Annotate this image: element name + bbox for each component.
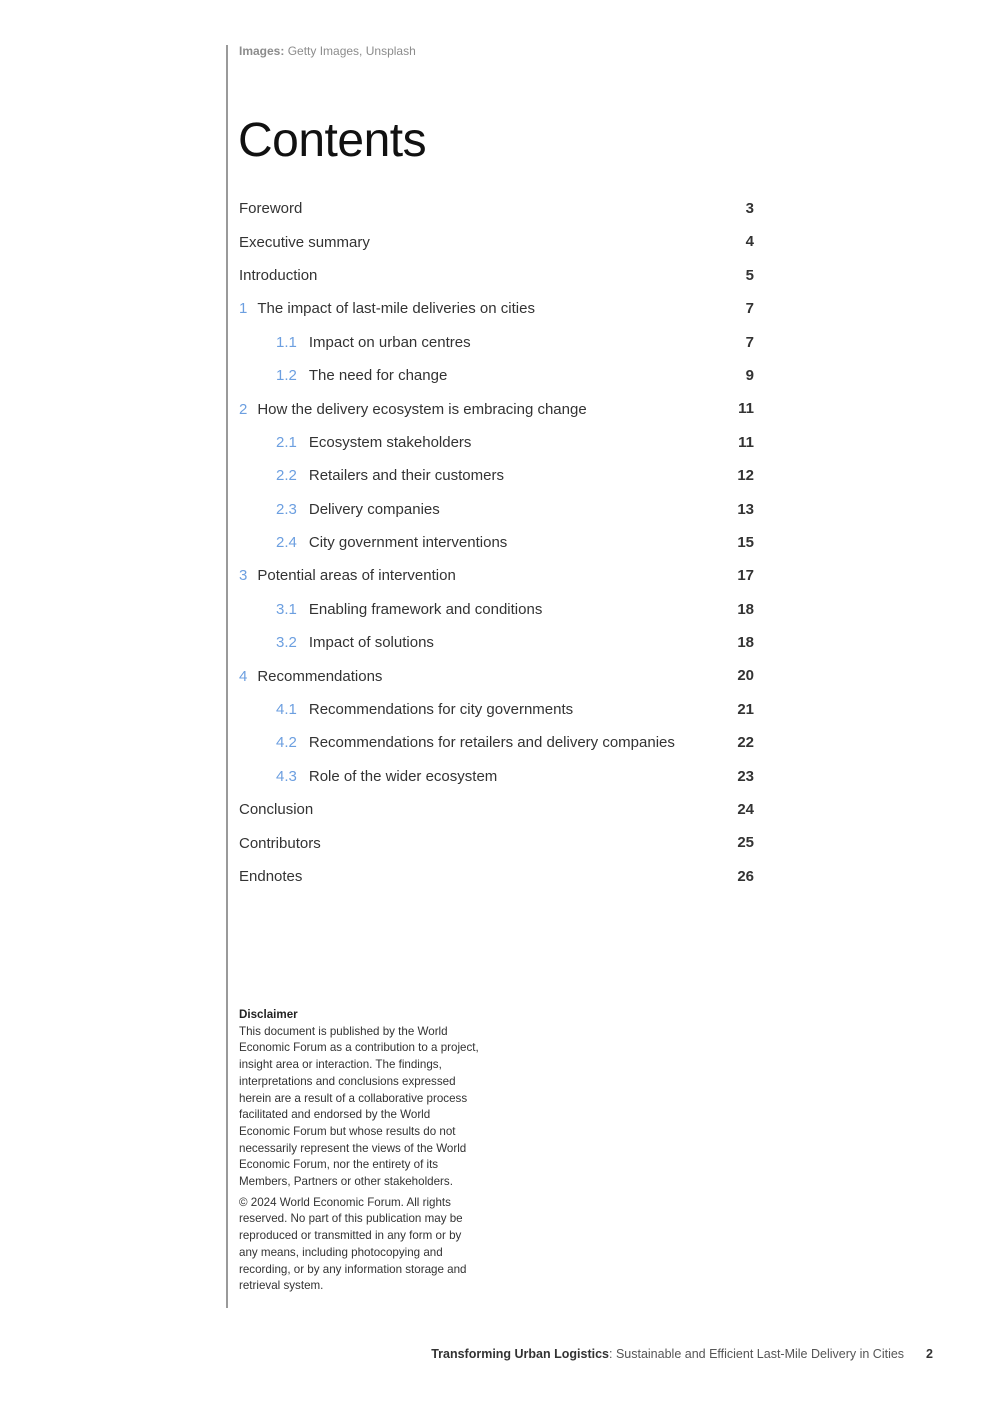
toc-entry-number: 4.2 — [276, 734, 297, 752]
toc-entry-label[interactable]: How the delivery ecosystem is embracing change — [257, 400, 587, 418]
toc-entry[interactable] — [239, 459, 754, 492]
toc-entry-label[interactable]: Impact on urban centres — [308, 333, 471, 351]
toc-entry[interactable] — [239, 760, 754, 793]
toc-entry-label[interactable]: Recommendations for retailers and delivery companies — [308, 734, 675, 752]
toc-entry-label[interactable]: Potential areas of intervention — [257, 567, 456, 585]
toc-entry-label[interactable]: Role of the wider ecosystem — [308, 767, 498, 785]
toc-entry[interactable] — [239, 192, 754, 225]
toc-entry-number: 4 — [239, 667, 248, 685]
toc-entry[interactable] — [239, 793, 754, 826]
toc-entry[interactable] — [239, 860, 754, 893]
toc-entry-label[interactable]: Ecosystem stakeholders — [308, 433, 472, 451]
toc-entry[interactable] — [239, 493, 754, 526]
toc-entry-number: 2.4 — [276, 534, 297, 552]
toc-entry-page-number[interactable]: 24 — [737, 801, 754, 819]
footer-document-title: Transforming Urban Logistics — [431, 1347, 609, 1361]
toc-entry-page-number[interactable]: 3 — [745, 200, 754, 217]
toc-entry-page-number[interactable]: 5 — [745, 266, 754, 284]
toc-entry-label[interactable]: Executive summary — [239, 233, 370, 251]
toc-entry-page-number[interactable]: 25 — [737, 834, 754, 852]
toc-entry[interactable] — [239, 392, 754, 425]
table-of-contents — [239, 192, 754, 893]
toc-entry-label[interactable]: Introduction — [239, 266, 318, 284]
toc-entry-number: 2.1 — [276, 433, 297, 451]
toc-entry-page-number[interactable]: 26 — [737, 867, 754, 885]
toc-entry-page-number[interactable]: 18 — [737, 600, 754, 618]
toc-entry-page-number[interactable]: 22 — [737, 734, 754, 752]
toc-entry-label[interactable]: Contributors — [239, 834, 321, 852]
toc-entry-number: 3 — [239, 567, 248, 585]
toc-entry-label[interactable]: The impact of last-mile deliveries on cities — [257, 300, 535, 318]
toc-entry-label[interactable]: Foreword — [239, 200, 303, 218]
toc-entry[interactable] — [239, 326, 754, 359]
toc-entry-label[interactable]: Endnotes — [239, 868, 303, 885]
toc-entry-label[interactable]: Recommendations for city governments — [308, 701, 574, 719]
toc-entry-label[interactable]: Impact of solutions — [308, 634, 434, 652]
toc-entry-page-number[interactable]: 13 — [737, 500, 754, 518]
footer-subtitle: : Sustainable and Efficient Last-Mile Delivery in Cities — [609, 1347, 905, 1361]
page-title: Contents — [238, 114, 427, 167]
page-footer — [431, 1347, 933, 1361]
toc-entry[interactable] — [239, 626, 754, 659]
toc-entry-page-number[interactable]: 20 — [737, 667, 754, 685]
image-credits-label: Images: — [239, 44, 285, 58]
toc-entry[interactable] — [239, 593, 754, 626]
margin-rule — [226, 45, 228, 1308]
toc-entry-page-number[interactable]: 15 — [737, 533, 754, 551]
disclaimer — [239, 1007, 479, 1295]
toc-entry-page-number[interactable]: 18 — [737, 634, 754, 652]
toc-entry-label[interactable]: The need for change — [308, 367, 448, 385]
image-credits-text: Getty Images, Unsplash — [284, 44, 416, 58]
toc-entry-page-number[interactable]: 7 — [745, 333, 754, 351]
toc-entry-page-number[interactable]: 7 — [745, 300, 754, 318]
toc-entry-page-number[interactable]: 9 — [745, 366, 754, 384]
toc-entry-page-number[interactable]: 11 — [738, 433, 754, 451]
toc-entry-page-number[interactable]: 17 — [737, 567, 754, 585]
toc-entry[interactable] — [239, 225, 754, 258]
toc-entry[interactable] — [239, 559, 754, 592]
toc-entry-label[interactable]: Delivery companies — [308, 500, 440, 518]
disclaimer-body: This document is published by the World Economic Forum as a contribution to a project, insight area or interaction. The findings, interpretations and conclusions expressed herein are a result of a collaborative process facilitated and endorsed by the World Economic Forum but whose results do not necessarily represent the views of the World Economic Forum, nor the entirety of its Members, Partners or other stakeholders. — [239, 1024, 479, 1189]
toc-entry[interactable] — [239, 693, 754, 726]
toc-entry-number: 4.1 — [276, 701, 297, 719]
toc-entry[interactable] — [239, 359, 754, 392]
toc-entry-number: 2.2 — [276, 467, 297, 485]
image-credits — [239, 44, 416, 58]
toc-entry-label[interactable]: City government interventions — [308, 534, 508, 552]
toc-entry-page-number[interactable]: 11 — [738, 400, 754, 418]
toc-entry[interactable] — [239, 292, 754, 325]
toc-entry-label[interactable]: Retailers and their customers — [308, 467, 504, 485]
toc-entry-label[interactable]: Recommendations — [257, 667, 383, 685]
toc-entry-page-number[interactable]: 21 — [737, 700, 754, 718]
toc-entry-number: 2 — [239, 400, 248, 418]
toc-entry-number: 2.3 — [276, 500, 297, 518]
toc-entry-label[interactable]: Enabling framework and conditions — [308, 600, 543, 618]
toc-entry-page-number[interactable]: 12 — [737, 467, 754, 485]
toc-entry[interactable] — [239, 426, 754, 459]
toc-entry-number: 1 — [239, 300, 248, 318]
toc-entry-number: 1.1 — [276, 333, 297, 351]
toc-entry[interactable] — [239, 659, 754, 692]
toc-entry-number: 3.1 — [276, 600, 297, 618]
toc-entry-number: 4.3 — [276, 767, 297, 785]
toc-entry[interactable] — [239, 726, 754, 759]
toc-entry-number: 3.2 — [276, 634, 297, 652]
toc-entry[interactable] — [239, 526, 754, 559]
disclaimer-heading: Disclaimer — [239, 1008, 298, 1021]
toc-entry[interactable] — [239, 259, 754, 292]
toc-entry-page-number[interactable]: 23 — [737, 767, 754, 785]
copyright-notice: © 2024 World Economic Forum. All rights reserved. No part of this publication may be reproduced or transmitted in any form or by any means, including photocopying and recording, or by any information storage and retrieval system. — [239, 1195, 467, 1293]
toc-entry-number: 1.2 — [276, 367, 297, 385]
footer-page-number: 2 — [926, 1347, 933, 1361]
toc-entry-label[interactable]: Conclusion — [239, 801, 314, 819]
toc-entry[interactable] — [239, 826, 754, 859]
toc-entry-page-number[interactable]: 4 — [745, 233, 754, 251]
